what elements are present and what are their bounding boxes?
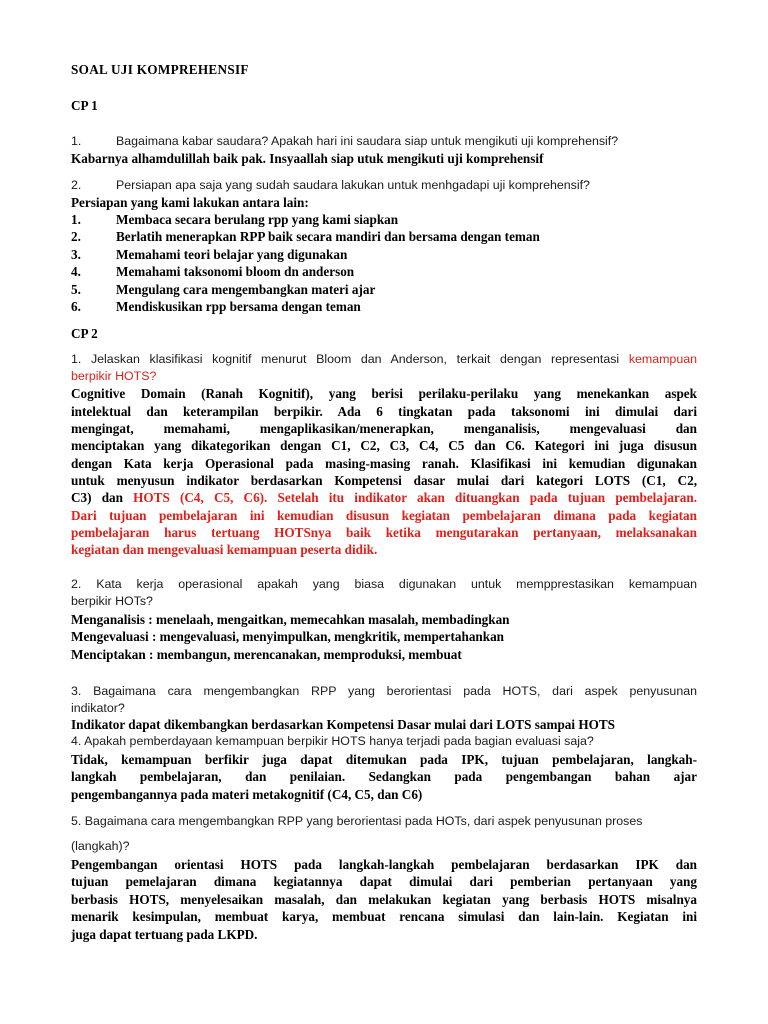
- list-item-number: 6.: [71, 299, 81, 314]
- question-text: Bagaimana kabar saudara? Apakah hari ini saudara siap untuk mengikuti uji komprehensif?: [116, 134, 619, 148]
- answer-line-highlight: Dari tujuan pembelajaran ini kemudian disusun kegiatan pembelajaran dimana pada kegiatan: [71, 508, 697, 523]
- answer-line: menciptakan yang dikategorikan dengan C1, C2, C3, C4, C5 dan C6. Kategori ini juga disusun: [71, 438, 697, 453]
- list-item-number: 1.: [71, 212, 81, 227]
- cp2-question-3-line-2: indikator?: [71, 701, 125, 715]
- answer-line: pengembangannya pada materi metakognitif (C4, C5, dan C6): [71, 787, 423, 802]
- list-item-text: Membaca secara berulang rpp yang kami siapkan: [116, 212, 399, 227]
- answer-line: berbasis HOTS, menyelesaikan masalah, dan melakukan kegiatan yang berbasis HOTS misalnya: [71, 892, 697, 907]
- answer-line-highlight: pembelajaran harus tertuang HOTSnya baik ketika mengutarakan pertanyaan, melaksanakan: [71, 525, 697, 540]
- cp2-question-2-line-1: 2. Kata kerja operasional apakah yang biasa digunakan untuk mempprestasikan kemampuan: [71, 577, 697, 591]
- cp2-question-4: 4. Apakah pemberdayaan kemampuan berpikir HOTS hanya terjadi pada bagian evaluasi saja?: [71, 734, 594, 748]
- cp1-question-2: [71, 177, 697, 195]
- answer-line: langkah pembelajaran, dan penilaian. Sedangkan pada pengembangan bahan ajar: [71, 769, 697, 784]
- answer-line: Mengevaluasi : mengevaluasi, menyimpulkan, mengkritik, mempertahankan: [71, 629, 505, 644]
- cp2-heading: CP 2: [71, 326, 98, 341]
- list-item-number: 2.: [71, 229, 81, 244]
- answer-line: menarik kesimpulan, membuat karya, membuat rencana simulasi dan lain-lain. Kegiatan ini: [71, 909, 697, 924]
- list-item: [71, 211, 697, 229]
- list-item-text: Berlatih menerapkan RPP baik secara mandiri dan bersama dengan teman: [116, 229, 540, 244]
- question-text: 1. Jelaskan klasifikasi kognitif menurut Bloom dan Anderson, terkait dengan representasi: [71, 352, 629, 366]
- cp1-question-1: [71, 133, 697, 151]
- answer-line: Menganalisis : menelaah, mengaitkan, memecahkan masalah, membadingkan: [71, 612, 510, 627]
- answer-line: dengan Kata kerja Operasional pada masing-masing ranah. Klasifikasi ini kemudian digunakan: [71, 456, 697, 471]
- list-item-text: Mengulang cara mengembangkan materi ajar: [116, 282, 376, 297]
- question-highlight: kemampuan: [628, 352, 697, 366]
- cp2-question-3-line-1: 3. Bagaimana cara mengembangkan RPP yang berorientasi pada HOTS, dari aspek penyusunan: [71, 684, 697, 698]
- list-item: [71, 246, 697, 264]
- question-number: 1.: [71, 134, 82, 148]
- answer-line: Indikator dapat dikembangkan berdasarkan Kompetensi Dasar mulai dari LOTS sampai HOTS: [71, 717, 615, 732]
- question-text: Persiapan apa saja yang sudah saudara lakukan untuk menhgadapi uji komprehensif?: [116, 178, 590, 192]
- answer-line: Menciptakan : membangun, merencanakan, memproduksi, membuat: [71, 647, 462, 662]
- cp2-question-2-line-2: berpikir HOTs?: [71, 594, 153, 608]
- answer-text: C3) dan: [71, 490, 134, 505]
- answer-line: [71, 489, 697, 507]
- cp2-question-5-line-1: 5. Bagaimana cara mengembangkan RPP yang berorientasi pada HOTs, dari aspek penyusunan proses: [71, 814, 643, 828]
- answer-line: Tidak, kemampuan berfikir juga dapat ditemukan pada IPK, tujuan pembelajaran, langkah-: [71, 752, 697, 767]
- cp1-heading: CP 1: [71, 98, 98, 113]
- answer-line: mengingat, memahami, mengaplikasikan/menerapkan, menganalisis, mengevaluasi dan: [71, 421, 697, 436]
- list-item-number: 4.: [71, 264, 81, 279]
- list-item-text: Memahami teori belajar yang digunakan: [116, 247, 348, 262]
- list-item-text: Mendiskusikan rpp bersama dengan teman: [116, 299, 361, 314]
- answer-line: Cognitive Domain (Ranah Kognitif), yang berisi perilaku-perilaku yang menekankan aspek: [71, 386, 697, 401]
- answer-line: intelektual dan keterampilan berpikir. Ada 6 tingkatan pada taksonomi ini dimulai dari: [71, 404, 697, 419]
- cp2-question-1-line-2: berpikir HOTS?: [71, 369, 157, 383]
- answer-highlight: HOTS (C4, C5, C6). Setelah itu indikator akan dituangkan pada tujuan pembelajaran.: [133, 490, 698, 505]
- question-number: 2.: [71, 178, 82, 192]
- list-item: [71, 281, 697, 299]
- answer-line-highlight: kegiatan dan mengevaluasi kemampuan peserta didik.: [71, 542, 378, 557]
- list-item-number: 3.: [71, 247, 81, 262]
- list-item-text: Memahami taksonomi bloom dn anderson: [116, 264, 355, 279]
- cp1-answer-1: Kabarnya alhamdulillah baik pak. Insyaallah siap utuk mengikuti uji komprehensif: [71, 151, 544, 166]
- list-item: [71, 298, 697, 316]
- list-item-number: 5.: [71, 282, 81, 297]
- answer-line: untuk menyusun indikator berdasarkan Kompetensi dasar mulai dari kategori LOTS (C1, C2,: [71, 473, 697, 488]
- cp2-question-1-line-1: [71, 351, 697, 369]
- cp2-question-5-line-2: (langkah)?: [71, 839, 130, 853]
- cp1-answer-2-intro: Persiapan yang kami lakukan antara lain:: [71, 195, 309, 210]
- list-item: [71, 228, 697, 246]
- document-title: SOAL UJI KOMPREHENSIF: [71, 62, 249, 77]
- answer-line: juga dapat tertuang pada LKPD.: [71, 927, 258, 942]
- answer-line: Pengembangan orientasi HOTS pada langkah-langkah pembelajaran berdasarkan IPK dan: [71, 857, 697, 872]
- answer-line: tujuan pemelajaran dimana kegiatannya dapat dimulai dari pemberian pertanyaan yang: [71, 874, 697, 889]
- list-item: [71, 263, 697, 281]
